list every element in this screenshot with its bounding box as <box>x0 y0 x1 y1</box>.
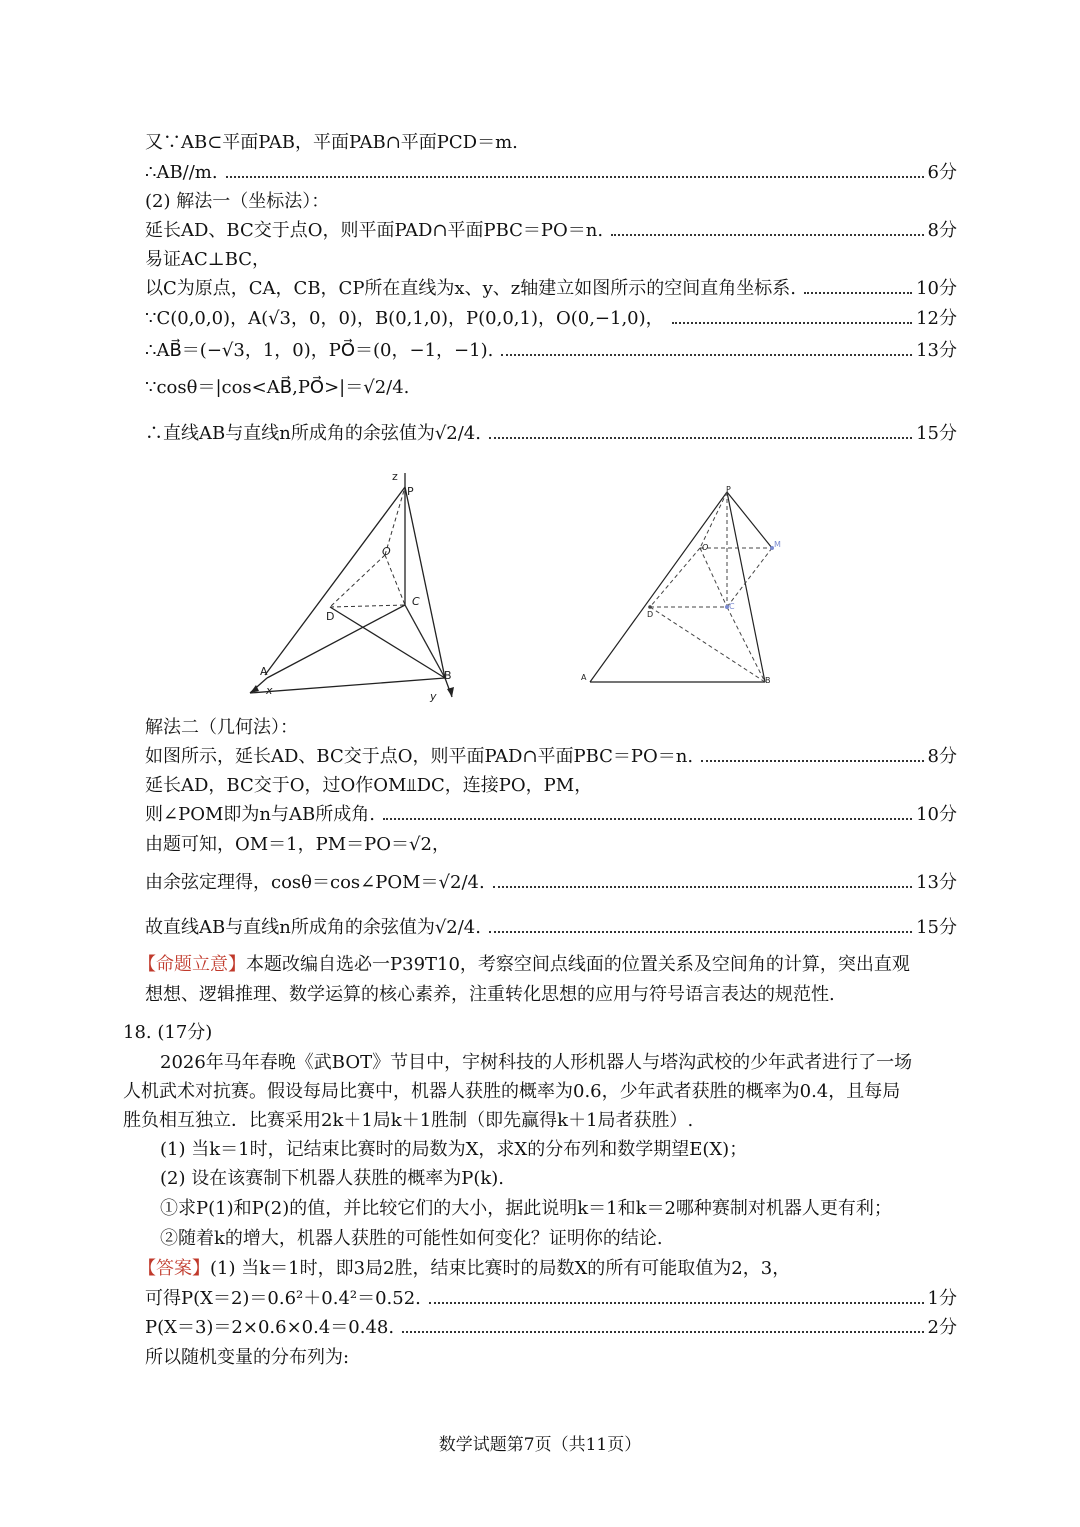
label-y: y <box>430 690 437 703</box>
edge-MC <box>727 548 772 607</box>
line-text: 延长AD、BC交于点O，则平面PAD∩平面PBC＝PO＝n. <box>145 220 604 241</box>
scored-line <box>145 422 957 446</box>
dot-leader <box>489 930 912 933</box>
label-z: z <box>392 470 398 483</box>
scored-line <box>145 745 957 769</box>
edge-DC <box>330 605 405 607</box>
label-x: x <box>266 684 273 697</box>
scored-line <box>145 219 957 243</box>
question-heading: 18. (17分) <box>123 1022 213 1043</box>
text-line: ②随着k的增大，机器人获胜的可能性如何变化？证明你的结论. <box>160 1228 663 1249</box>
edge-PA <box>265 487 405 675</box>
edge-OD <box>330 555 385 607</box>
text-line: 胜负相互独立．比赛采用2k＋1局k＋1胜制（即先赢得k＋1局者获胜）. <box>123 1110 694 1131</box>
dot-leader <box>493 885 912 888</box>
scored-line <box>145 916 957 940</box>
score-label: 1分 <box>927 1288 957 1309</box>
score-label: 12分 <box>916 308 957 329</box>
dot-leader <box>501 353 912 356</box>
scored-line <box>145 339 957 363</box>
text-line: 人机武术对抗赛。假设每局比赛中，机器人获胜的概率为0.6，少年武者获胜的概率为0.4，且每局 <box>123 1081 901 1102</box>
dot-leader <box>226 175 924 178</box>
label-C: C <box>412 595 420 608</box>
label-P: P <box>407 485 414 498</box>
scored-line <box>145 1316 957 1340</box>
tag-commentary: 【命题立意】 <box>138 954 246 975</box>
line-text: P(X＝3)＝2×0.6×0.4＝0.48. <box>145 1317 395 1338</box>
answer-line <box>138 1257 790 1281</box>
line-text: 如图所示，延长AD、BC交于点O，则平面PAD∩平面PBC＝PO＝n. <box>145 746 694 767</box>
dot-leader <box>672 321 912 324</box>
label-P: P <box>726 485 731 494</box>
line-text: 故直线AB与直线n所成角的余弦值为√2/4. <box>145 917 481 938</box>
commentary-line <box>138 953 910 977</box>
label-A: A <box>260 665 268 678</box>
score-label: 6分 <box>927 162 957 183</box>
text-line: ①求P(1)和P(2)的值，并比较它们的大小，据此说明k＝1和k＝2哪种赛制对机器人更有利； <box>160 1198 892 1219</box>
line-text: 以C为原点，CA，CB，CP所在直线为x、y、z轴建立如图所示的空间直角坐标系. <box>145 278 796 299</box>
score-label: 10分 <box>916 804 957 825</box>
text-line: ∵cosθ＝|cos<AB⃗,PO⃗>|＝√2/4. <box>145 377 410 398</box>
label-B: B <box>444 669 452 682</box>
arrow-y-icon <box>447 687 454 697</box>
score-label: 13分 <box>916 872 957 893</box>
edge-PA <box>590 492 727 682</box>
scored-line <box>145 277 957 301</box>
score-label: 15分 <box>916 917 957 938</box>
edge-DB <box>330 607 445 678</box>
line-text: 则∠POM即为n与AB所成角. <box>145 804 375 825</box>
score-label: 15分 <box>916 423 957 444</box>
score-label: 8分 <box>927 746 957 767</box>
edge-PO <box>700 492 727 548</box>
line-text: (1) 当k＝1时，即3局2胜，结束比赛时的局数X的所有可能取值为2，3， <box>210 1258 791 1279</box>
edge-PM <box>727 492 772 548</box>
edge-CB <box>727 607 765 682</box>
line-text: ∴AB⃗＝(−√3，1，0)，PO⃗＝(0，−1，−1). <box>145 340 494 361</box>
line-text: 本题改编自选必一P39T10，考察空间点线面的位置关系及空间角的计算，突出直观 <box>246 954 910 975</box>
figure-coordinate <box>240 465 470 705</box>
label-O: O <box>702 543 709 552</box>
score-label: 2分 <box>927 1317 957 1338</box>
text-line: 所以随机变量的分布列为: <box>145 1347 350 1368</box>
label-M: M <box>774 540 781 549</box>
scored-line <box>145 1287 957 1311</box>
edge-OD <box>650 548 700 607</box>
score-label: 8分 <box>927 220 957 241</box>
label-C: C <box>729 602 735 611</box>
label-D: D <box>326 610 335 623</box>
dot-leader <box>429 1301 924 1304</box>
edge-CA <box>267 605 405 678</box>
text-line: (2) 设在该赛制下机器人获胜的概率为P(k). <box>160 1168 505 1189</box>
edge-PB <box>727 492 765 682</box>
scored-line <box>145 161 957 185</box>
line-text: 可得P(X＝2)＝0.6²＋0.4²＝0.52. <box>145 1288 421 1309</box>
text-line: 想想、逻辑推理、数学运算的核心素养，注重转化思想的应用与符号语言表达的规范性. <box>145 984 835 1005</box>
text-line: (1) 当k＝1时，记结束比赛时的局数为X，求X的分布列和数学期望E(X)； <box>160 1139 748 1160</box>
text-line: 延长AD，BC交于O，过O作OM⫫DC，连接PO，PM， <box>145 775 593 796</box>
label-D: D <box>647 610 654 619</box>
label-A: A <box>581 673 587 682</box>
dot-leader <box>701 759 923 762</box>
edge-OC <box>385 555 405 605</box>
text-line: 2026年马年春晚《武BOT》节目中，宇树科技的人形机器人与塔沟武校的少年武者进行了一场 <box>160 1052 913 1073</box>
text-line: 易证AC⊥BC， <box>145 249 271 270</box>
scored-line <box>145 803 957 827</box>
text-line: 解法二（几何法）： <box>145 717 298 738</box>
score-label: 13分 <box>916 340 957 361</box>
dot-leader <box>402 1330 923 1333</box>
scored-line <box>145 871 957 895</box>
edge-DB <box>650 607 765 682</box>
edge-PB <box>405 487 445 678</box>
line-text: ∴AB//m. <box>145 162 218 183</box>
dot-leader <box>489 436 912 439</box>
scored-line <box>145 307 957 331</box>
dot-leader <box>804 291 912 294</box>
label-O: O <box>382 545 391 558</box>
dot-leader <box>383 817 912 820</box>
line-text: ∵C(0,0,0)，A(√3，0，0)，B(0,1,0)，P(0,0,1)，O(0,−1,0)， <box>145 308 664 329</box>
text-line: 由题可知，OM＝1，PM＝PO＝√2， <box>145 834 450 855</box>
tag-answer: 【答案】 <box>138 1258 210 1279</box>
page-footer: 数学试题第7页（共11页） <box>438 1435 642 1455</box>
line-text: ∴直线AB与直线n所成角的余弦值为√2/4. <box>145 423 481 444</box>
edge-OC <box>700 548 727 607</box>
score-label: 10分 <box>916 278 957 299</box>
dot-leader <box>611 233 923 236</box>
edge-AB <box>250 678 445 693</box>
line-text: 由余弦定理得，cosθ＝cos∠POM＝√2/4. <box>145 872 485 893</box>
figure-geometric <box>575 480 800 690</box>
text-line: 又∵AB⊂平面PAB，平面PAB∩平面PCD＝m. <box>145 132 518 153</box>
point-D <box>648 605 652 609</box>
label-B: B <box>765 676 771 685</box>
text-line: (2) 解法一（坐标法）： <box>145 191 330 212</box>
